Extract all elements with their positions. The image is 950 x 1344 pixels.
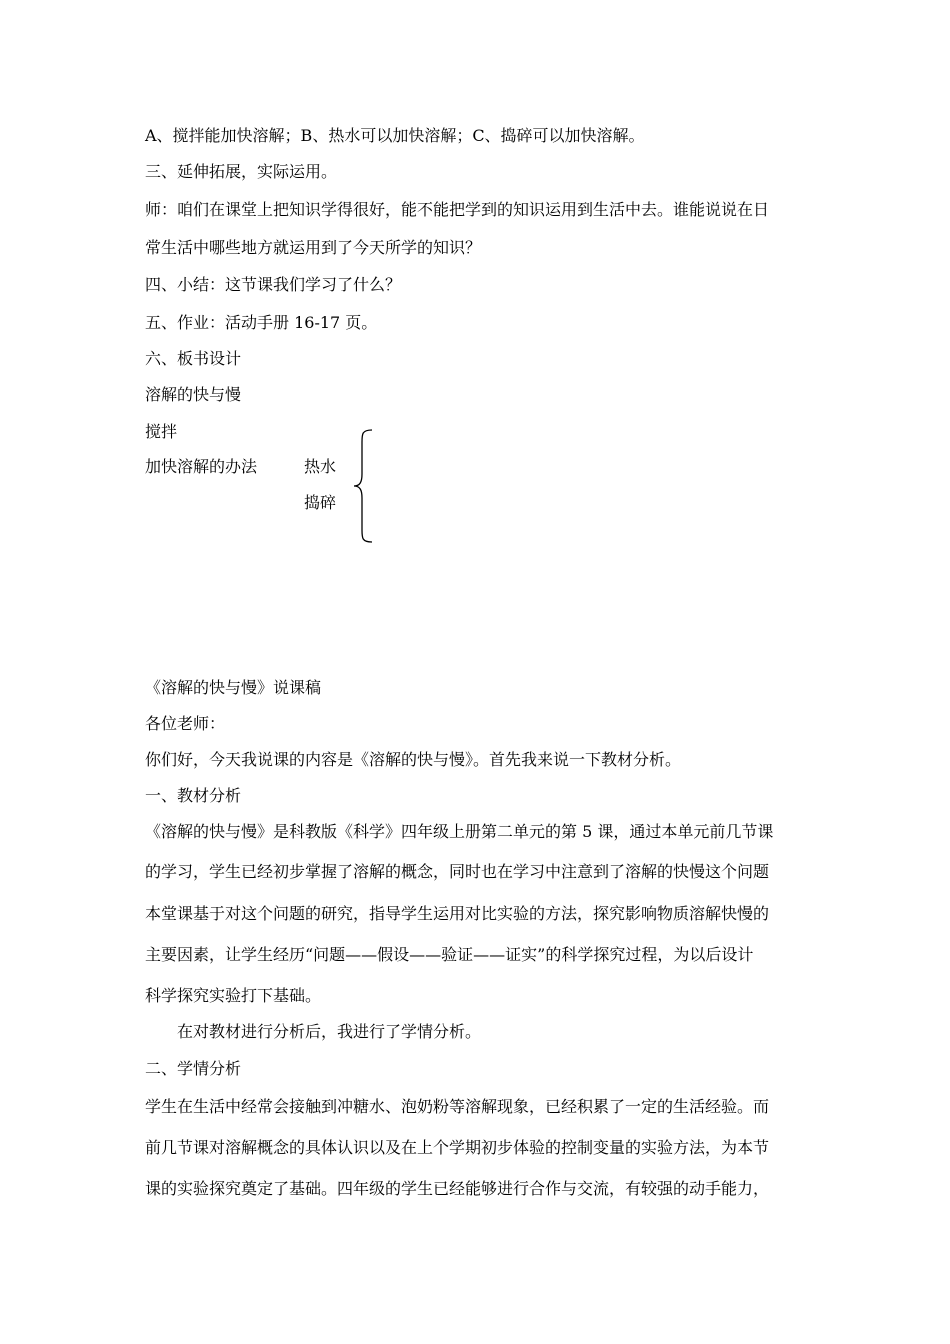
board-label-methods: 加快溶解的办法 bbox=[145, 457, 258, 476]
board-item-crush: 捣碎 bbox=[304, 493, 337, 512]
text-line: 主要因素，让学生经历“问题——假设——验证——证实”的科学探究过程，为以后设计 bbox=[145, 945, 754, 964]
board-item-hot-water: 热水 bbox=[304, 457, 337, 476]
text-line: 师：咱们在课堂上把知识学得很好，能不能把学到的知识运用到生活中去。谁能说说在日 bbox=[145, 200, 770, 219]
section-heading-student-analysis: 二、学情分析 bbox=[145, 1059, 242, 1078]
text-line: 在对教材进行分析后，我进行了学情分析。 bbox=[177, 1022, 482, 1041]
curly-brace-icon bbox=[352, 428, 376, 544]
section-heading-extension: 三、延伸拓展，实际运用。 bbox=[145, 162, 338, 181]
text-line: 《溶解的快与慢》是科教版《科学》四年级上册第二单元的第 5 课，通过本单元前几节课 bbox=[145, 822, 774, 841]
greeting: 各位老师： bbox=[145, 714, 226, 733]
text-line: 前几节课对溶解概念的具体认识以及在上个学期初步体验的控制变量的实验方法，为本节 bbox=[145, 1138, 770, 1157]
text-line: 学生在生活中经常会接触到冲糖水、泡奶粉等溶解现象，已经积累了一定的生活经验。而 bbox=[145, 1097, 770, 1116]
section-heading-textbook-analysis: 一、教材分析 bbox=[145, 786, 242, 805]
text-line: A、搅拌能加快溶解；B、热水可以加快溶解；C、捣碎可以加快溶解。 bbox=[145, 126, 645, 145]
board-item-stir: 搅拌 bbox=[145, 422, 178, 441]
text-line: 科学探究实验打下基础。 bbox=[145, 986, 322, 1005]
text-line: 的学习，学生已经初步掌握了溶解的概念，同时也在学习中注意到了溶解的快慢这个问题 bbox=[145, 862, 770, 881]
section-heading-homework: 五、作业：活动手册 16-17 页。 bbox=[145, 313, 378, 332]
text-line: 常生活中哪些地方就运用到了今天所学的知识？ bbox=[145, 238, 482, 257]
text-line: 本堂课基于对这个问题的研究，指导学生运用对比实验的方法，探究影响物质溶解快慢的 bbox=[145, 904, 770, 923]
speech-title: 《溶解的快与慢》说课稿 bbox=[145, 678, 322, 697]
text-line: 课的实验探究奠定了基础。四年级的学生已经能够进行合作与交流，有较强的动手能力， bbox=[145, 1179, 770, 1198]
text-line: 你们好，今天我说课的内容是《溶解的快与慢》。首先我来说一下教材分析。 bbox=[145, 750, 682, 769]
section-heading-board-design: 六、板书设计 bbox=[145, 349, 242, 368]
board-title: 溶解的快与慢 bbox=[145, 385, 242, 404]
section-heading-summary: 四、小结：这节课我们学习了什么？ bbox=[145, 275, 402, 294]
